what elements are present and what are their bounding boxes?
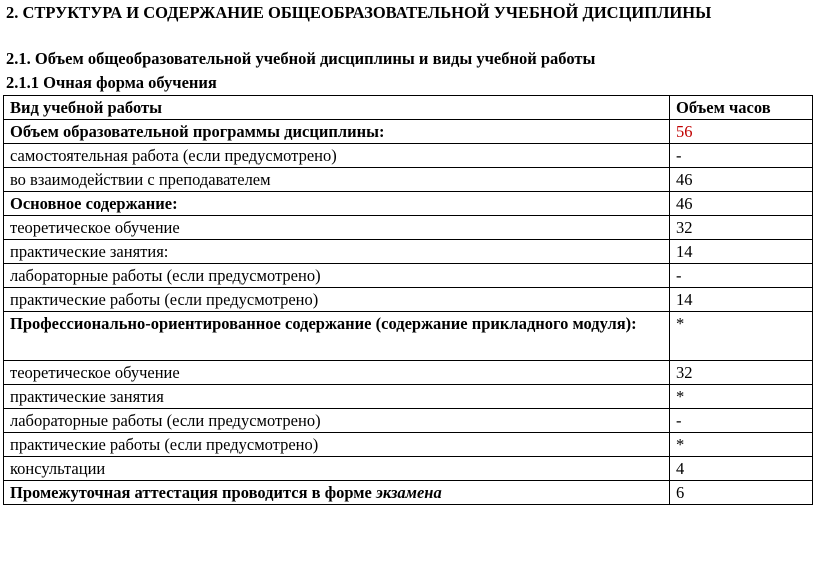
row-label: Профессионально-ориентированное содержание (содержание прикладного модуля): xyxy=(4,312,670,361)
row-value: - xyxy=(670,144,813,168)
row-label xyxy=(4,481,670,505)
row-label: практические работы (если предусмотрено) xyxy=(4,433,670,457)
table-row xyxy=(4,192,813,216)
table-row xyxy=(4,288,813,312)
section-heading: 2. СТРУКТУРА И СОДЕРЖАНИЕ ОБЩЕОБРАЗОВАТЕЛЬНОЙ УЧЕБНОЙ ДИСЦИПЛИНЫ xyxy=(6,3,712,22)
header-hours-cell: Объем часов xyxy=(670,96,813,120)
row-label: лабораторные работы (если предусмотрено) xyxy=(4,264,670,288)
table-row xyxy=(4,168,813,192)
row-label: Основное содержание: xyxy=(4,192,670,216)
table-row xyxy=(4,144,813,168)
table-row xyxy=(4,481,813,505)
table-row xyxy=(4,361,813,385)
table-header-row xyxy=(4,96,813,120)
row-value: * xyxy=(670,385,813,409)
row-value: 46 xyxy=(670,168,813,192)
row-label: практические занятия xyxy=(4,385,670,409)
row-value: * xyxy=(670,312,813,361)
row-value: - xyxy=(670,264,813,288)
row-label: самостоятельная работа (если предусмотрено) xyxy=(4,144,670,168)
table-row xyxy=(4,457,813,481)
row-value: 32 xyxy=(670,361,813,385)
row-label-text: Промежуточная аттестация проводится в форме xyxy=(10,483,372,502)
row-value: - xyxy=(670,409,813,433)
row-value: 56 xyxy=(670,120,813,144)
table-row xyxy=(4,120,813,144)
subsection-heading: 2.1. Объем общеобразовательной учебной дисциплины и виды учебной работы xyxy=(6,49,596,68)
workload-table xyxy=(3,95,813,505)
study-form-heading: 2.1.1 Очная форма обучения xyxy=(6,73,217,92)
row-value: 4 xyxy=(670,457,813,481)
row-label: теоретическое обучение xyxy=(4,361,670,385)
table-row xyxy=(4,216,813,240)
table-row xyxy=(4,409,813,433)
table-row xyxy=(4,240,813,264)
row-value: * xyxy=(670,433,813,457)
row-value: 14 xyxy=(670,288,813,312)
row-label: консультации xyxy=(4,457,670,481)
row-label: теоретическое обучение xyxy=(4,216,670,240)
row-label: Объем образовательной программы дисциплины: xyxy=(4,120,670,144)
row-value: 32 xyxy=(670,216,813,240)
table-row xyxy=(4,385,813,409)
row-value: 6 xyxy=(670,481,813,505)
row-value: 46 xyxy=(670,192,813,216)
row-value: 14 xyxy=(670,240,813,264)
row-label: практические работы (если предусмотрено) xyxy=(4,288,670,312)
table-row xyxy=(4,312,813,361)
header-type-cell: Вид учебной работы xyxy=(4,96,670,120)
row-label: практические занятия: xyxy=(4,240,670,264)
row-label: во взаимодействии с преподавателем xyxy=(4,168,670,192)
row-label-italic: экзамена xyxy=(376,483,442,502)
table-row xyxy=(4,264,813,288)
table-row xyxy=(4,433,813,457)
row-label: лабораторные работы (если предусмотрено) xyxy=(4,409,670,433)
